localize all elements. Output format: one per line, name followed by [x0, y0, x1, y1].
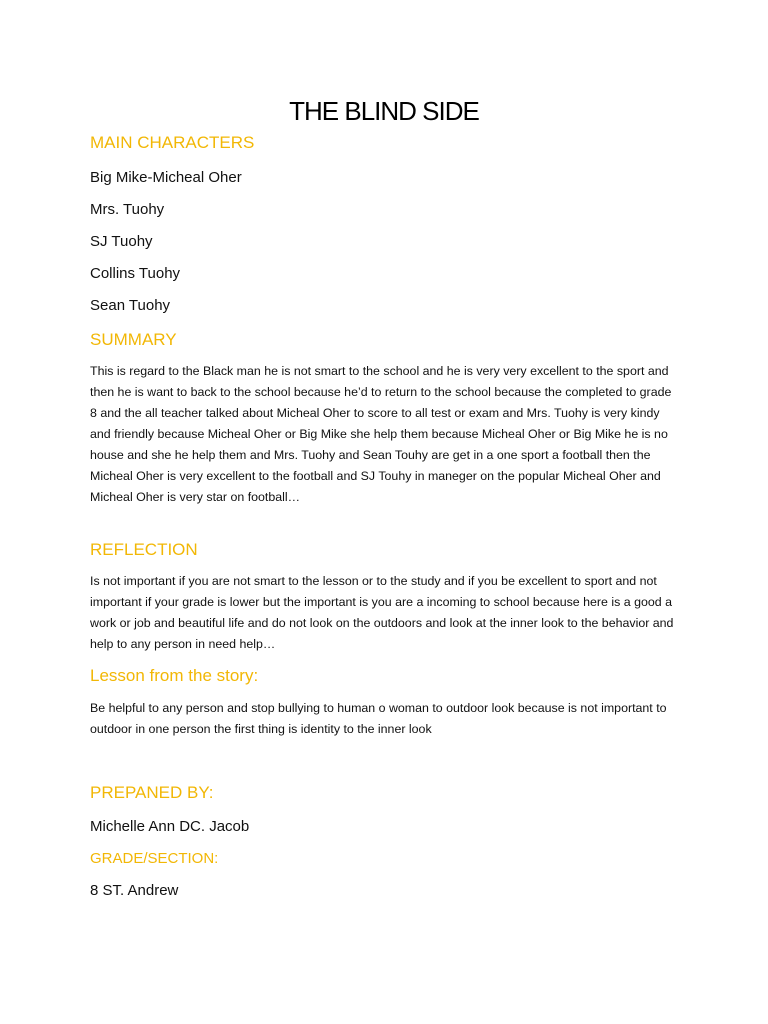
character-item: Sean Tuohy	[90, 297, 171, 314]
character-item: SJ Tuohy	[90, 233, 153, 250]
reflection-heading: REFLECTION	[90, 540, 198, 559]
character-item: Big Mike-Micheal Oher	[90, 169, 242, 186]
prepared-by-name: Michelle Ann DC. Jacob	[90, 818, 250, 835]
lesson-heading: Lesson from the story:	[90, 666, 259, 685]
prepared-by-heading: PREPANED BY:	[90, 783, 214, 802]
summary-heading: SUMMARY	[90, 330, 177, 349]
character-item: Mrs. Tuohy	[90, 201, 165, 218]
main-characters-heading: MAIN CHARACTERS	[90, 133, 255, 152]
grade-section-value: 8 ST. Andrew	[90, 882, 179, 899]
lesson-text: Be helpful to any person and stop bullying to human o woman to outdoor look because is not important to outdoor in one person the first thing is identity to the inner look	[90, 701, 667, 736]
character-item: Collins Tuohy	[90, 265, 181, 282]
document-title: THE BLIND SIDE	[289, 96, 479, 126]
grade-section-heading: GRADE/SECTION:	[90, 850, 219, 867]
reflection-text: Is not important if you are not smart to the lesson or to the study and if you be excellent to sport and not important if your grade is lower but the important is you are a incoming to school because here is a good a work or job and beautiful life and do not look on the outdoors and look at the inner look to the behavior and help to any person in need help…	[90, 574, 674, 651]
summary-text: This is regard to the Black man he is not smart to the school and he is very very excellent to the sport and then he is want to back to the school because he’d to return to the school because the completed to grade 8 and the all teacher talked about Micheal Oher to score to all test or exam and Mrs. Tuohy is very kindy and friendly because Micheal Oher or Big Mike she help them because Micheal Oher or Big Mike he is no house and she he help them and Mrs. Tuohy and Sean Touhy are get in a one sport a football then the Micheal Oher is very excellent to the football and SJ Touhy in maneger on the popular Micheal Oher and Micheal Oher is very star on football…	[90, 364, 672, 504]
